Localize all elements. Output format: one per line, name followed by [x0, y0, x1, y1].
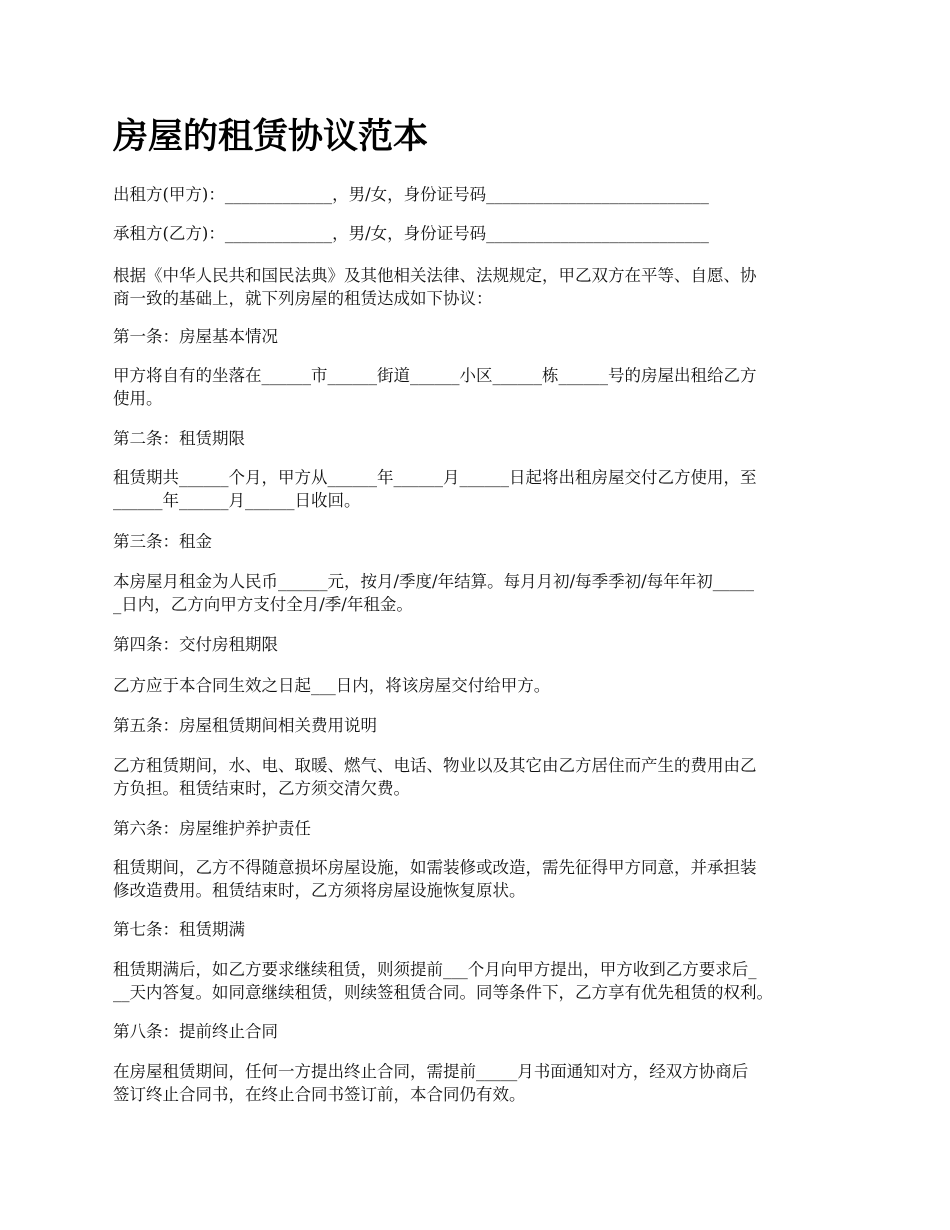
text-line: 第三条：租金 [113, 532, 212, 551]
text-line: 根据《中华人民共和国民法典》及其他相关法律、法规规定，甲乙双方在平等、自愿、协 [113, 266, 757, 285]
text-line: 租赁期间，乙方不得随意损坏房屋设施，如需装修或改造，需先征得甲方同意，并承担装 [113, 858, 757, 877]
document-title: 房屋的租赁协议范本 [113, 116, 429, 157]
text-line: 方负担。租赁结束时，乙方须交清欠费。 [113, 779, 410, 798]
text-line: __天内答复。如同意继续租赁，则续签租赁合同。同等条件下，乙方享有优先租赁的权利。 [113, 983, 773, 1002]
article-4-body [113, 674, 853, 697]
article-3-heading [113, 530, 853, 553]
article-7-heading [113, 918, 853, 941]
article-4-heading [113, 633, 853, 656]
article-8-heading [113, 1020, 853, 1043]
article-2-heading [113, 427, 853, 450]
article-1-body [113, 364, 853, 410]
lessor-info [113, 183, 853, 206]
text-line: 甲方将自有的坐落在______市______街道______小区______栋______号的房屋出租给乙方 [113, 366, 757, 385]
article-7-body [113, 958, 853, 1004]
text-line: 第六条：房屋维护养护责任 [113, 819, 311, 838]
text-line: 第四条：交付房租期限 [113, 635, 278, 654]
preamble-paragraph [113, 264, 853, 310]
text-line: 第二条：租赁期限 [113, 429, 245, 448]
text-line: 乙方租赁期间，水、电、取暖、燃气、电话、物业以及其它由乙方居住而产生的费用由乙 [113, 756, 757, 775]
text-line: 第五条：房屋租赁期间相关费用说明 [113, 716, 377, 735]
text-line: ______年______月______日收回。 [113, 491, 361, 510]
text-line: 本房屋月租金为人民币______元，按月/季度/年结算。每月月初/每季季初/每年年初_____ [113, 572, 754, 591]
text-line: 第一条：房屋基本情况 [113, 327, 278, 346]
text-line: 签订终止合同书，在终止合同书签订前，本合同仍有效。 [113, 1085, 526, 1104]
text-line: 乙方应于本合同生效之日起___日内，将该房屋交付给甲方。 [113, 676, 551, 695]
text-line: 租赁期满后，如乙方要求继续租赁，则须提前___个月向甲方提出，甲方收到乙方要求后_ [113, 960, 757, 979]
article-6-body [113, 856, 853, 902]
text-line: 第七条：租赁期满 [113, 920, 245, 939]
article-3-body [113, 570, 853, 616]
text-line: 在房屋租赁期间，任何一方提出终止合同，需提前_____月书面通知对方，经双方协商后 [113, 1062, 749, 1081]
text-line: 第八条：提前终止合同 [113, 1022, 278, 1041]
article-5-heading [113, 714, 853, 737]
text-line: 承租方(乙方)：_____________，男/女，身份证号码___________________________ [113, 224, 709, 243]
article-8-body [113, 1060, 853, 1106]
text-line: 商一致的基础上，就下列房屋的租赁达成如下协议： [113, 289, 493, 308]
article-6-heading [113, 817, 853, 840]
article-2-body [113, 466, 853, 512]
lessee-info [113, 222, 853, 245]
text-line: 出租方(甲方)：_____________，男/女，身份证号码___________________________ [113, 185, 709, 204]
text-line: 使用。 [113, 389, 163, 408]
article-5-body [113, 754, 853, 800]
text-line: 修改造费用。租赁结束时，乙方须将房屋设施恢复原状。 [113, 881, 526, 900]
text-line: _日内，乙方向甲方支付全月/季/年租金。 [113, 595, 413, 614]
article-1-heading [113, 325, 853, 348]
text-line: 租赁期共______个月，甲方从______年______月______日起将出租房屋交付乙方使用，至 [113, 468, 757, 487]
